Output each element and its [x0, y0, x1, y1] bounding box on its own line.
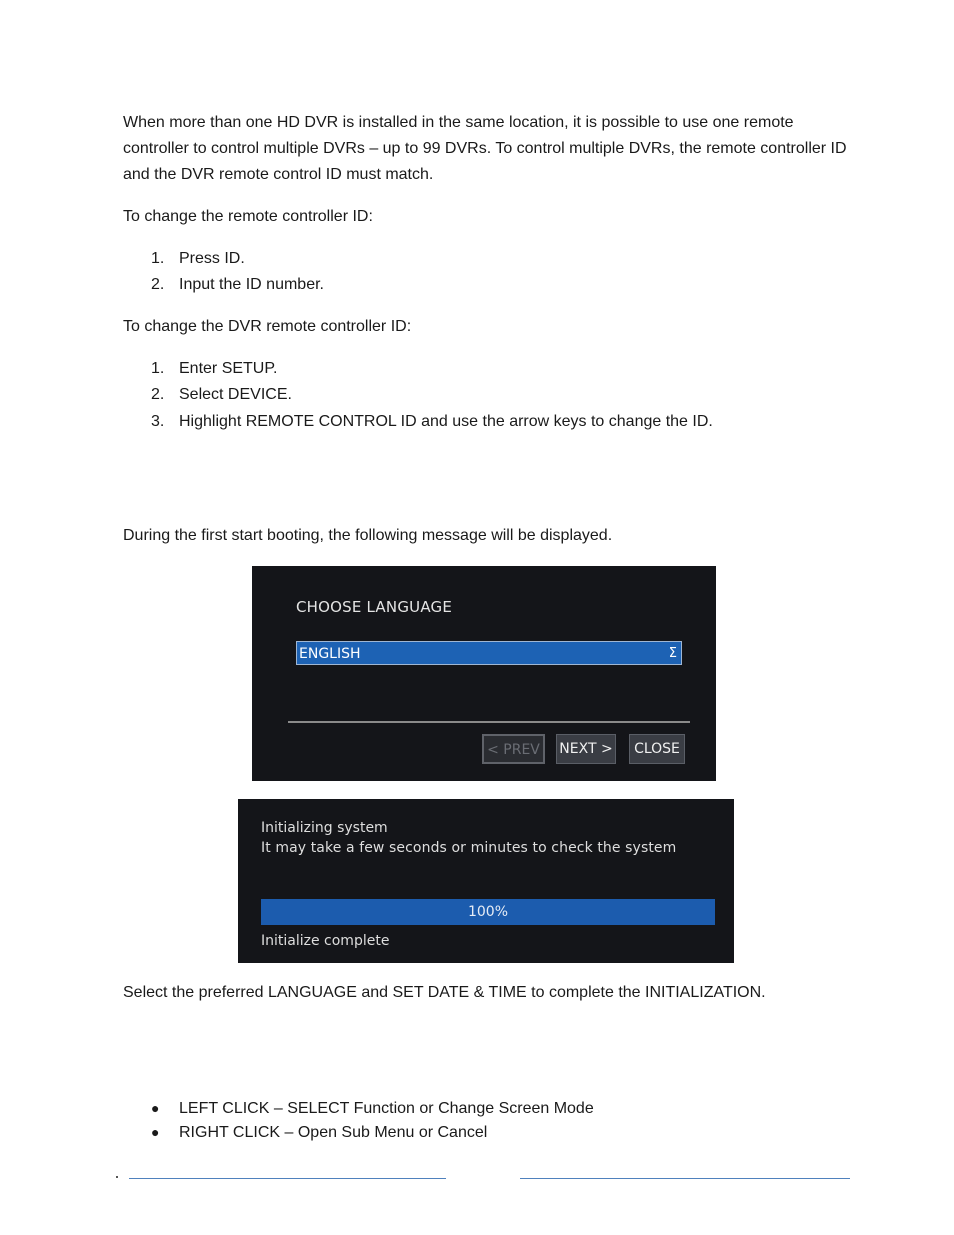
list-item: 2. Input the ID number. [151, 272, 324, 298]
list-item: 2. Select DEVICE. [151, 382, 292, 408]
close-button[interactable]: CLOSE [629, 734, 685, 764]
list-item: 3. Highlight REMOTE CONTROL ID and use the arrow keys to change the ID. [151, 409, 713, 435]
boot-paragraph: During the first start booting, the following message will be displayed. [123, 527, 613, 544]
choose-language-dialog [252, 566, 716, 781]
list-item: ● LEFT CLICK – SELECT Function or Change Screen Mode [151, 1096, 594, 1121]
list-number: 2. [151, 386, 165, 403]
intro-paragraph: When more than one HD DVR is installed in the same location, it is possible to use one remote controller to control multiple DVRs – up to 99 DVRs. To control multiple DVRs, the remote controller ID and the DVR remote control ID must match. [123, 114, 847, 183]
next-button[interactable]: NEXT > [556, 734, 616, 764]
list-number: 1. [151, 360, 165, 377]
list-number: 1. [151, 250, 165, 267]
list-item: 1. Press ID. [151, 246, 245, 272]
change-dvr-heading: To change the DVR remote controller ID: [123, 318, 412, 335]
footer-rule-right [520, 1178, 850, 1179]
footer-rule-left [129, 1178, 446, 1179]
language-value: ENGLISH [299, 646, 361, 662]
bullet-icon: ● [151, 1100, 160, 1116]
change-remote-heading: To change the remote controller ID: [123, 208, 373, 225]
init-title: Initializing system [261, 820, 388, 836]
dialog-divider [288, 721, 690, 723]
after-paragraph: Select the preferred LANGUAGE and SET DATE & TIME to complete the INITIALIZATION. [123, 984, 766, 1001]
init-subtitle: It may take a few seconds or minutes to check the system [261, 840, 677, 856]
bullet-icon: ● [151, 1124, 160, 1140]
init-status: Initialize complete [261, 933, 390, 949]
chevron-down-icon: Σ [668, 646, 677, 661]
list-number: 2. [151, 276, 165, 293]
list-number: 3. [151, 413, 165, 430]
initializing-screen [238, 799, 734, 963]
list-item: ● RIGHT CLICK – Open Sub Menu or Cancel [151, 1120, 487, 1145]
progress-bar [261, 899, 715, 925]
prev-button[interactable]: < PREV [482, 734, 545, 764]
language-select[interactable] [296, 641, 682, 665]
footer-dot [116, 1176, 118, 1178]
list-item: 1. Enter SETUP. [151, 356, 277, 382]
progress-label: 100% [467, 904, 509, 920]
dialog-title: CHOOSE LANGUAGE [296, 598, 453, 616]
